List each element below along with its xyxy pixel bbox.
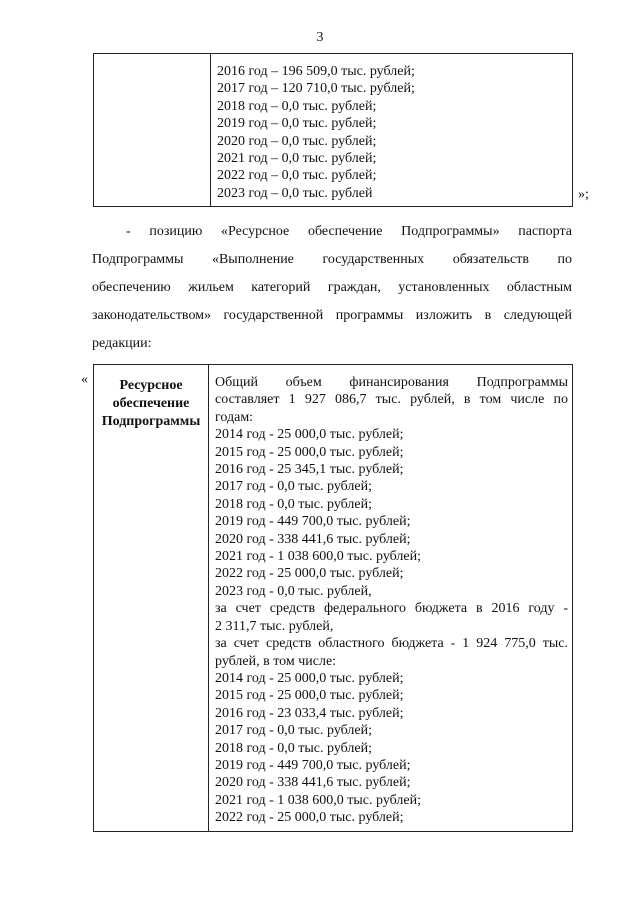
instruction-line: редакции:: [92, 336, 152, 351]
table2-header-line: обеспечение: [112, 396, 190, 411]
table2-year-regional-line: 2019 год - 449 700,0 тыс. рублей;: [215, 757, 411, 773]
table2-regional-line: за счет средств областного бюджета - 1 924 775,0 тыс.: [215, 636, 568, 652]
table2-year-regional-line: 2017 год - 0,0 тыс. рублей;: [215, 723, 373, 739]
table2-year-total-line: 2023 год - 0,0 тыс. рублей,: [215, 583, 372, 599]
table2-year-total-line: 2014 год - 25 000,0 тыс. рублей;: [215, 427, 404, 443]
table2-year-total-line: 2019 год - 449 700,0 тыс. рублей;: [215, 514, 411, 530]
table2-intro-line: составляет 1 927 086,7 тыс. рублей, в том числе по: [215, 392, 568, 408]
table2-header-line: Подпрограммы: [101, 414, 201, 429]
table2-regional-line: рублей, в том числе:: [215, 653, 337, 669]
table2-year-total-line: 2015 год - 25 000,0 тыс. рублей;: [215, 444, 404, 460]
table1-line: 2023 год – 0,0 тыс. рублей: [217, 185, 373, 201]
table2-year-regional-line: 2021 год - 1 038 600,0 тыс. рублей;: [215, 792, 422, 808]
table1-years-cell: [211, 54, 573, 207]
table2-intro-line: Общий объем финансирования Подпрограммы: [215, 375, 568, 390]
table1-empty-cell: [94, 54, 211, 207]
table2-federal-line: 2 311,7 тыс. рублей,: [215, 618, 334, 634]
table2-year-regional-line: 2016 год - 23 033,4 тыс. рублей;: [215, 705, 404, 721]
instruction-line: Подпрограммы «Выполнение государственных обязательств по: [92, 252, 572, 267]
table2-year-total-line: 2017 год - 0,0 тыс. рублей;: [215, 479, 373, 495]
instruction-line: обеспечению жильем категорий граждан, установленных областным: [92, 280, 572, 295]
funding-table-continued: [93, 53, 573, 207]
table2-intro-line: годам:: [215, 409, 254, 425]
table2-year-total-line: 2018 год - 0,0 тыс. рублей;: [215, 496, 373, 512]
table1-line: 2022 год – 0,0 тыс. рублей;: [217, 168, 377, 184]
table2-header-cell: [94, 365, 209, 832]
table1-line: 2019 год – 0,0 тыс. рублей;: [217, 116, 377, 132]
table1-closing-quote: »;: [578, 187, 589, 202]
table2-header-line: Ресурсное: [119, 378, 183, 393]
table2-federal-line: за счет средств федерального бюджета в 2016 году -: [215, 601, 568, 617]
table2-year-total-line: 2016 год - 25 345,1 тыс. рублей;: [215, 462, 404, 478]
table1-line: 2020 год – 0,0 тыс. рублей;: [217, 133, 377, 149]
table2-year-regional-line: 2015 год - 25 000,0 тыс. рублей;: [215, 688, 404, 704]
table1-line: 2017 год – 120 710,0 тыс. рублей;: [217, 81, 415, 97]
instruction-line: законодательством» государственной программы изложить в следующей: [92, 308, 572, 323]
table2-opening-quote: «: [81, 372, 88, 387]
table2-year-regional-line: 2018 год - 0,0 тыс. рублей;: [215, 740, 373, 756]
page-number: 3: [316, 30, 324, 45]
table1-line: 2021 год – 0,0 тыс. рублей;: [217, 151, 377, 167]
table1-line: 2016 год – 196 509,0 тыс. рублей;: [217, 64, 415, 79]
table2-year-total-line: 2022 год - 25 000,0 тыс. рублей;: [215, 566, 404, 582]
resource-provision-table: [93, 364, 573, 832]
table2-year-total-line: 2021 год - 1 038 600,0 тыс. рублей;: [215, 549, 422, 565]
table1-line: 2018 год – 0,0 тыс. рублей;: [217, 98, 377, 114]
instruction-line: - позицию «Ресурсное обеспечение Подпрограммы» паспорта: [126, 224, 572, 239]
table2-year-regional-line: 2014 год - 25 000,0 тыс. рублей;: [215, 670, 404, 686]
instruction-paragraph: [92, 218, 572, 358]
table2-content-cell: [209, 365, 573, 832]
table2-year-regional-line: 2020 год - 338 441,6 тыс. рублей;: [215, 775, 411, 791]
table2-year-regional-line: 2022 год - 25 000,0 тыс. рублей;: [215, 810, 404, 826]
table2-year-total-line: 2020 год - 338 441,6 тыс. рублей;: [215, 531, 411, 547]
